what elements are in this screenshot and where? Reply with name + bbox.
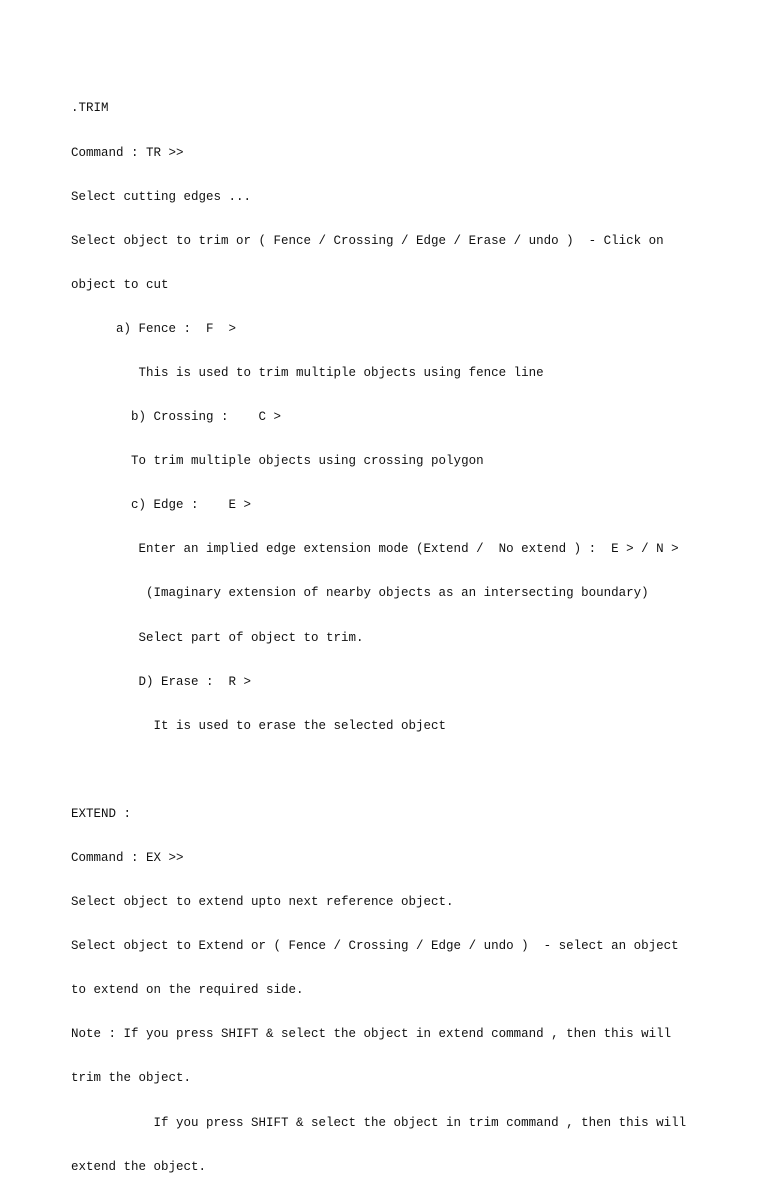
erase-option: D) Erase : R > (71, 674, 252, 689)
trim-heading: .TRIM (71, 101, 109, 116)
crossing-option: b) Crossing : C > (71, 410, 282, 425)
trim-command-line: Command : TR >> (71, 145, 184, 160)
text-line: Select object to trim or ( Fence / Crossing / Edge / Erase / undo ) - Click on (71, 233, 664, 248)
document-text (71, 72, 711, 1204)
text-line: (Imaginary extension of nearby objects as an intersecting boundary) (71, 586, 649, 601)
text-line: This is used to trim multiple objects using fence line (71, 365, 544, 380)
fence-option: a) Fence : F > (71, 321, 237, 336)
text-line: object to cut (71, 277, 169, 292)
text-line: Select part of object to trim. (71, 630, 364, 645)
text-line: trim the object. (71, 1071, 192, 1086)
text-line: Enter an implied edge extension mode (Extend / No extend ) : E > / N > (71, 542, 679, 557)
note-line: Note : If you press SHIFT & select the object in extend command , then this will (71, 1027, 672, 1042)
extend-command-line: Command : EX >> (71, 851, 184, 865)
text-line: Select object to extend upto next reference object. (71, 895, 454, 910)
text-line: To trim multiple objects using crossing polygon (71, 454, 484, 469)
extend-heading: EXTEND : (71, 806, 132, 821)
text-line: extend the object. (71, 1159, 207, 1174)
text-line: Select cutting edges ... (71, 189, 252, 204)
text-line: to extend on the required side. (71, 983, 304, 998)
text-line: It is used to erase the selected object (71, 718, 447, 733)
edge-option: c) Edge : E > (71, 498, 252, 513)
text-line: If you press SHIFT & select the object in trim command , then this will (71, 1115, 687, 1130)
blank-line (71, 763, 711, 778)
text-line: Select object to Extend or ( Fence / Crossing / Edge / undo ) - select an object (71, 939, 679, 954)
